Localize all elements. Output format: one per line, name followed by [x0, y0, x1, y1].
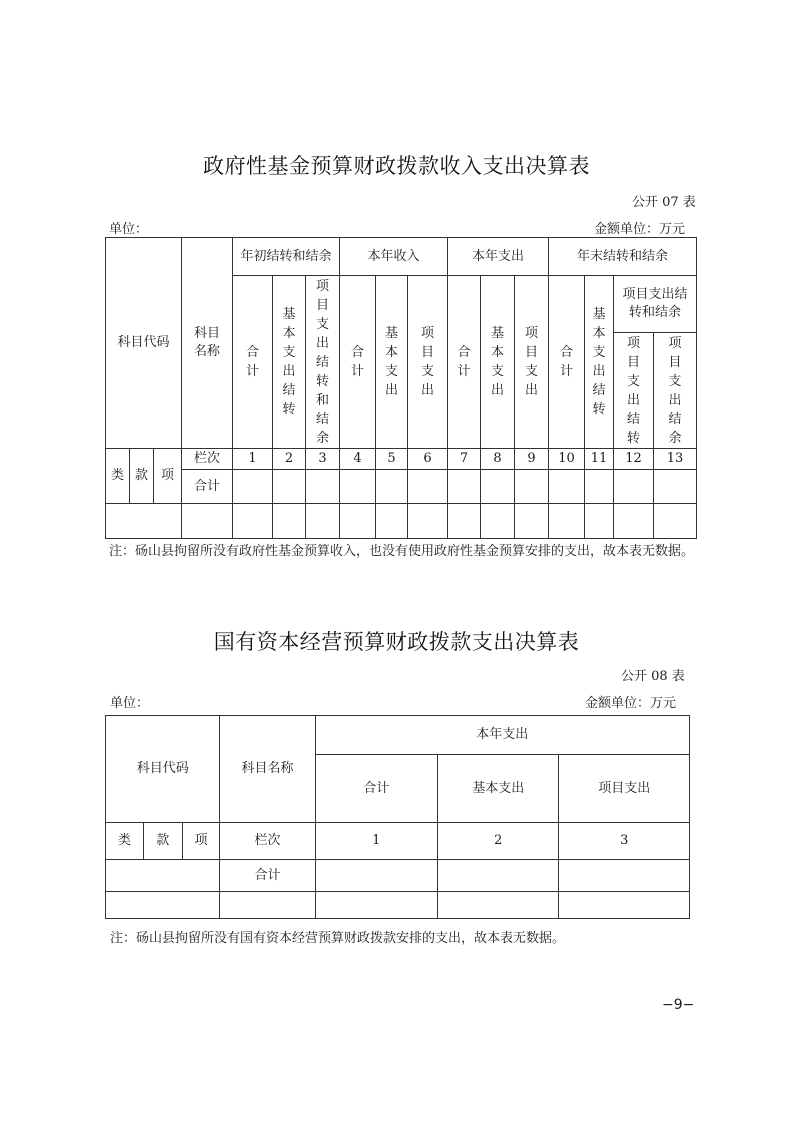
header-col: 合计 [448, 276, 481, 449]
cell [438, 860, 559, 892]
header-name: 科目名称 [182, 238, 233, 449]
col-number: 7 [448, 449, 481, 470]
cell [559, 892, 690, 919]
header-subgroup-project-balance: 项目支出结转和结余 [614, 276, 697, 333]
cell [559, 860, 690, 892]
table07-note: 注：砀山县拘留所没有政府性基金预算收入，也没有使用政府性基金预算安排的支出，故本表无数据。 [109, 544, 695, 559]
total-label: 合计 [182, 470, 233, 504]
row-index-label: 栏次 [220, 823, 315, 860]
cell [549, 504, 585, 539]
cell [106, 860, 220, 892]
cell [315, 860, 438, 892]
header-col: 项目支出结转和结余 [306, 276, 340, 449]
col-number: 1 [315, 823, 438, 860]
table08 [105, 715, 690, 919]
col-number: 4 [340, 449, 376, 470]
code-part-xiang: 项 [154, 449, 182, 504]
cell [306, 470, 340, 504]
cell [448, 470, 481, 504]
cell [315, 892, 438, 919]
header-col: 项目支出 [408, 276, 448, 449]
header-name: 科目名称 [220, 716, 315, 823]
header-col: 合计 [233, 276, 273, 449]
table07-title: 政府性基金预算财政拨款收入支出决算表 [203, 154, 590, 178]
cell [515, 470, 549, 504]
header-col-total: 合计 [315, 755, 438, 823]
cell [549, 470, 585, 504]
header-col-project: 项目支出 [559, 755, 690, 823]
header-col: 项目支出结余 [654, 333, 697, 449]
table08-title: 国有资本经营预算财政拨款支出决算表 [213, 630, 580, 654]
table-row-total [106, 470, 697, 504]
code-part-lei: 类 [106, 449, 130, 504]
header-col: 基本支出结转 [273, 276, 306, 449]
header-col: 基本支出 [481, 276, 515, 449]
header-code: 科目代码 [106, 716, 220, 823]
cell [515, 504, 549, 539]
header-col: 合计 [549, 276, 585, 449]
cell [273, 470, 306, 504]
cell [408, 470, 448, 504]
cell [233, 470, 273, 504]
code-part-kuan: 款 [130, 449, 154, 504]
header-code: 科目代码 [106, 238, 182, 449]
cell [614, 470, 654, 504]
header-group-current-expense: 本年支出 [448, 238, 549, 276]
table08-note: 注：砀山县拘留所没有国有资本经营预算财政拨款安排的支出，故本表无数据。 [110, 931, 566, 946]
col-number: 13 [654, 449, 697, 470]
table07-amount-unit: 金额单位：万元 [594, 222, 686, 237]
cell [438, 892, 559, 919]
cell [585, 504, 614, 539]
cell [376, 504, 408, 539]
cell [340, 504, 376, 539]
col-number: 3 [306, 449, 340, 470]
cell [306, 504, 340, 539]
table-row [106, 504, 697, 539]
header-col: 项目支出结转 [614, 333, 654, 449]
cell [481, 470, 515, 504]
code-part-xiang: 项 [182, 823, 220, 860]
col-number: 2 [438, 823, 559, 860]
cell [654, 504, 697, 539]
cell [220, 892, 315, 919]
table08-form-no: 公开 08 表 [621, 669, 685, 684]
col-number: 10 [549, 449, 585, 470]
col-number: 2 [273, 449, 306, 470]
cell [106, 504, 182, 539]
col-number: 9 [515, 449, 549, 470]
table08-amount-unit: 金额单位：万元 [585, 696, 677, 711]
table07-unit-label: 单位： [109, 222, 149, 237]
cell [340, 470, 376, 504]
row-index-label: 栏次 [182, 449, 233, 470]
col-number: 5 [376, 449, 408, 470]
header-col: 合计 [340, 276, 376, 449]
header-col: 基本支出结转 [585, 276, 614, 449]
cell [408, 504, 448, 539]
cell [233, 504, 273, 539]
cell [585, 470, 614, 504]
cell [106, 892, 220, 919]
page-number: −9− [662, 997, 695, 1013]
header-col-basic: 基本支出 [438, 755, 559, 823]
cell [376, 470, 408, 504]
cell [182, 504, 233, 539]
cell [448, 504, 481, 539]
table-row [106, 892, 690, 919]
col-number: 3 [559, 823, 690, 860]
header-col: 项目支出 [515, 276, 549, 449]
table07-form-no: 公开 07 表 [632, 195, 696, 210]
col-number: 12 [614, 449, 654, 470]
table07 [105, 237, 697, 539]
cell [614, 504, 654, 539]
cell [481, 504, 515, 539]
col-number: 6 [408, 449, 448, 470]
cell [273, 504, 306, 539]
code-part-lei: 类 [106, 823, 144, 860]
header-group-closing-balance: 年末结转和结余 [549, 238, 697, 276]
total-label: 合计 [220, 860, 315, 892]
col-number: 11 [585, 449, 614, 470]
header-col: 基本支出 [376, 276, 408, 449]
col-number: 1 [233, 449, 273, 470]
header-group-current-income: 本年收入 [340, 238, 448, 276]
table08-unit-label: 单位： [110, 696, 150, 711]
table-row-total [106, 860, 690, 892]
header-group-opening-balance: 年初结转和结余 [233, 238, 340, 276]
cell [654, 470, 697, 504]
code-part-kuan: 款 [143, 823, 182, 860]
col-number: 8 [481, 449, 515, 470]
header-group-current-expense: 本年支出 [315, 716, 689, 755]
